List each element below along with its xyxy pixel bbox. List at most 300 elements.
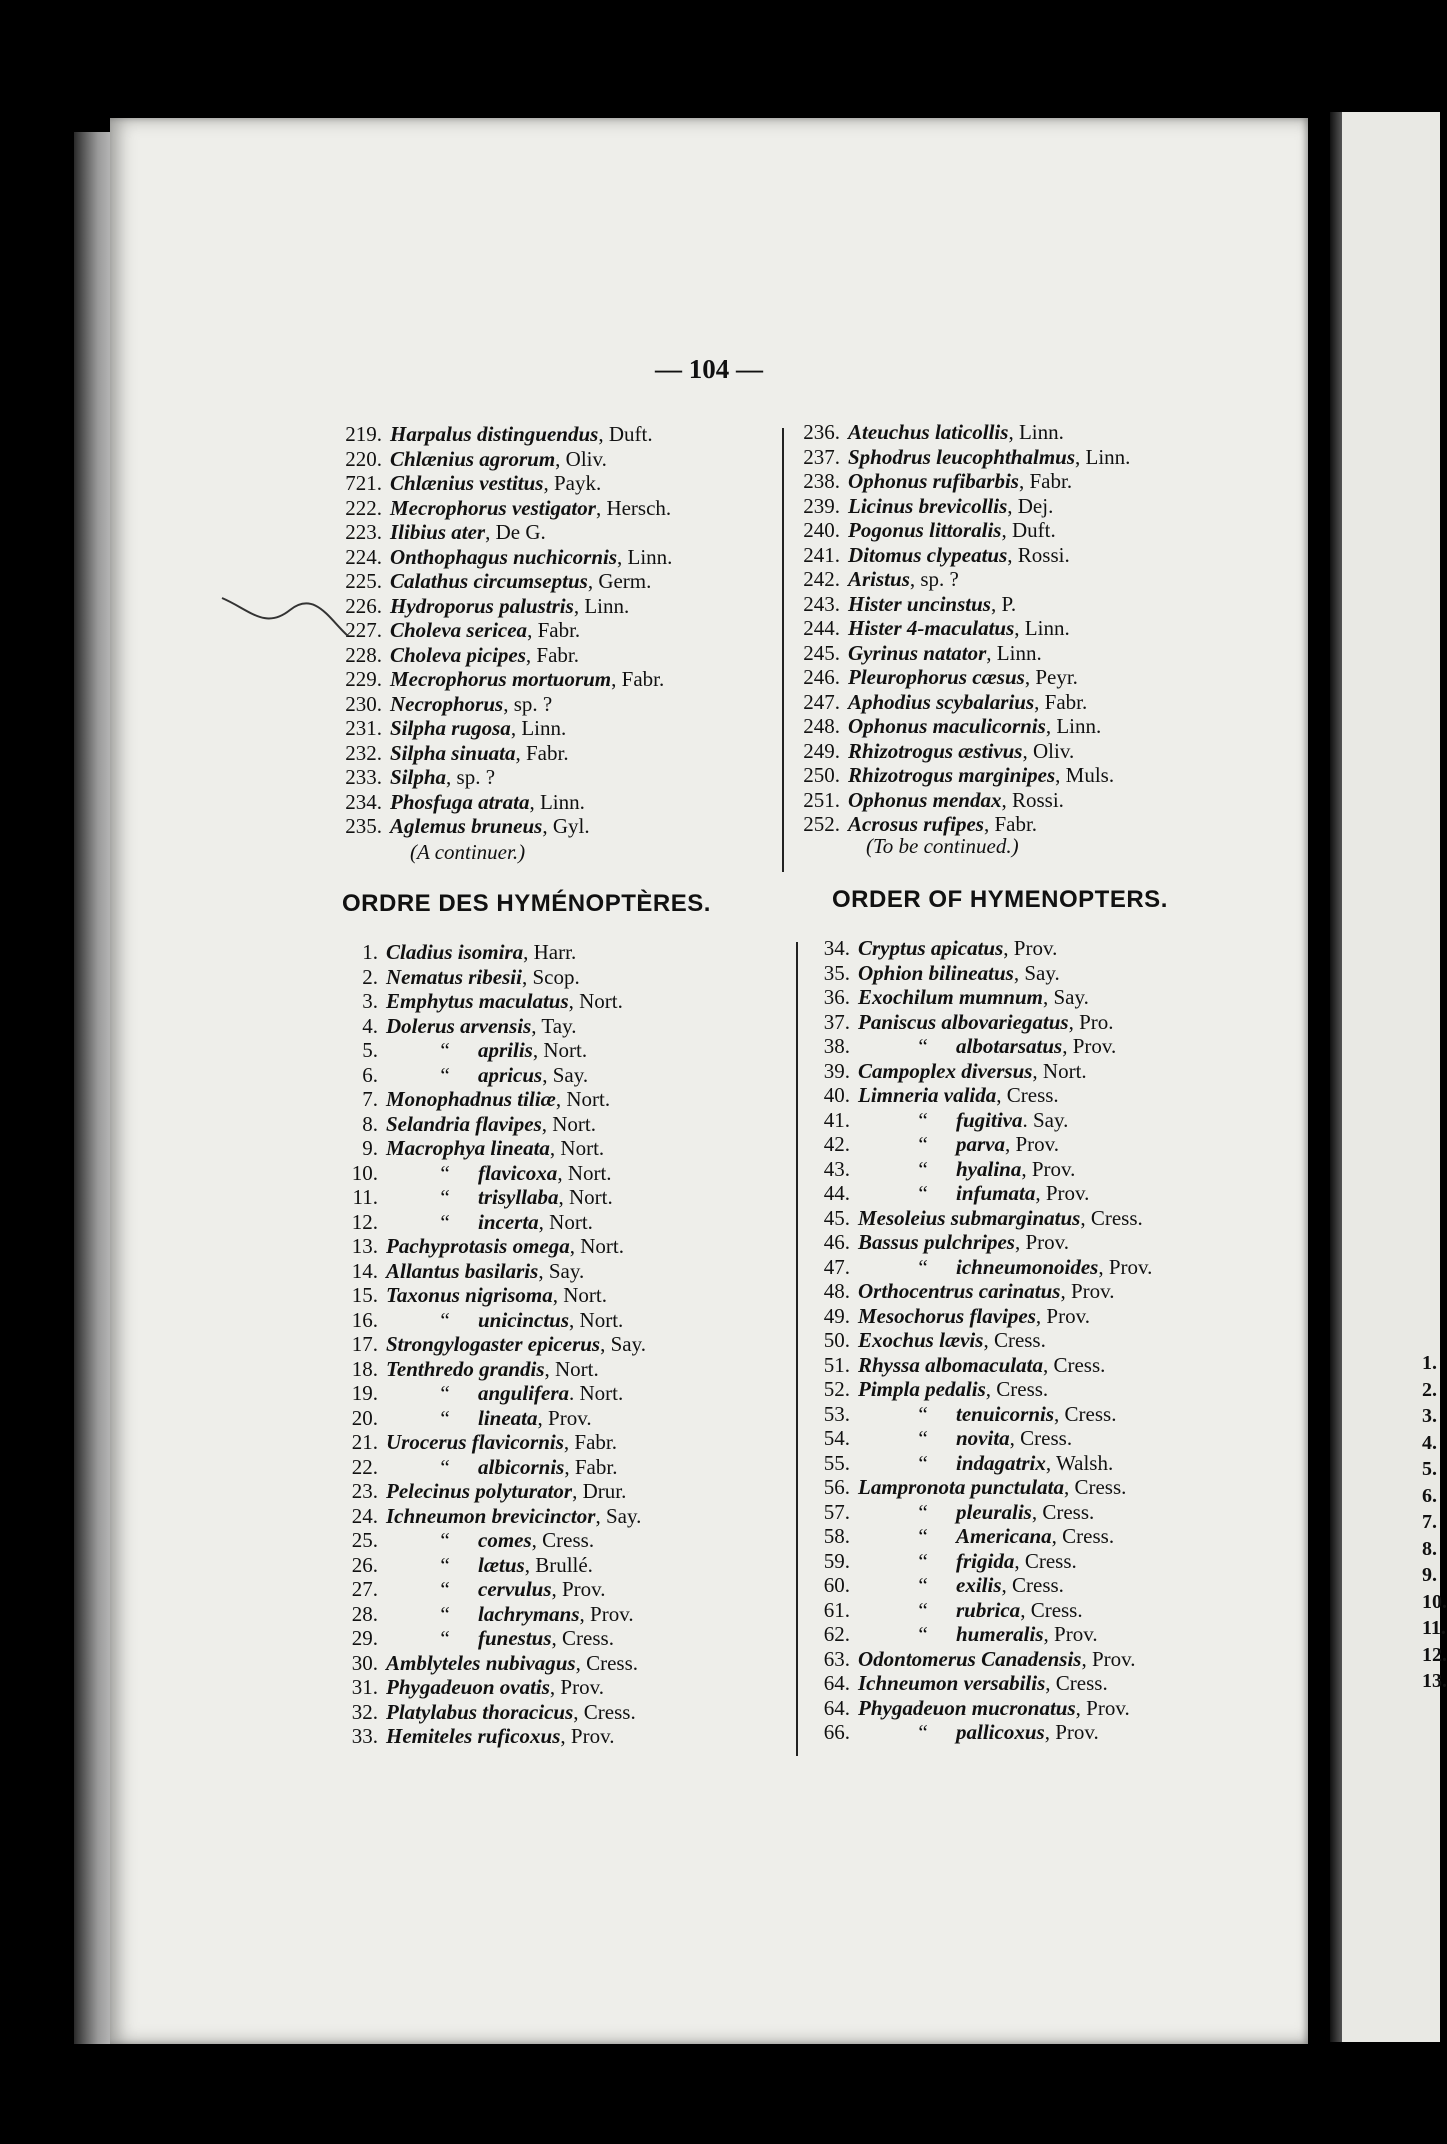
list-item bbox=[332, 1504, 646, 1529]
species-name: albotarsatus bbox=[956, 1034, 1063, 1058]
list-item bbox=[804, 936, 1152, 961]
species-name: exilis bbox=[956, 1573, 1002, 1597]
adjacent-page-number: 13. bbox=[1422, 1670, 1447, 1692]
list-item bbox=[332, 790, 672, 815]
species-name: incerta bbox=[478, 1209, 539, 1234]
species-name: Aglemus bruneus bbox=[390, 814, 543, 838]
list-item bbox=[332, 1087, 646, 1112]
list-item bbox=[804, 1377, 1152, 1402]
list-item bbox=[332, 520, 672, 545]
list-item bbox=[790, 788, 1130, 813]
species-author: , Prov. bbox=[537, 1405, 592, 1430]
species-author: , Dej. bbox=[1007, 493, 1054, 518]
entry-number: 49. bbox=[823, 1303, 850, 1328]
species-author: , Prov. bbox=[1014, 1230, 1070, 1254]
species-name: Hister uncinstus bbox=[848, 591, 991, 616]
entry-number: 9. bbox=[362, 1136, 378, 1160]
entry-number: 59. bbox=[823, 1548, 850, 1573]
ditto-mark: “ bbox=[918, 1524, 928, 1548]
species-name: infumata bbox=[956, 1181, 1036, 1205]
species-author: , Cress. bbox=[1001, 1573, 1064, 1597]
species-author: , Cress. bbox=[1042, 1352, 1106, 1377]
entry-number: 50. bbox=[823, 1328, 850, 1352]
ditto-mark: “ bbox=[918, 1034, 928, 1058]
list-item bbox=[332, 545, 672, 570]
entry-number: 44. bbox=[823, 1181, 850, 1205]
species-name: cervulus bbox=[478, 1577, 552, 1601]
species-name: frigida bbox=[956, 1548, 1015, 1573]
species-name: Silpha bbox=[390, 765, 447, 789]
list-item bbox=[332, 594, 672, 619]
entry-number: 4. bbox=[362, 1013, 378, 1038]
species-name: Ditomus clypeatus bbox=[848, 542, 1008, 567]
entry-number: 64. bbox=[823, 1695, 850, 1720]
entry-number: 239. bbox=[803, 493, 840, 518]
entry-number: 225. bbox=[345, 569, 382, 593]
entry-number: 17. bbox=[351, 1332, 378, 1356]
species-author: , Hersch. bbox=[595, 495, 672, 520]
entry-number: 33. bbox=[351, 1724, 378, 1748]
entry-number: 227. bbox=[345, 618, 382, 642]
entry-number: 247. bbox=[803, 689, 840, 714]
entry-number: 14. bbox=[351, 1258, 378, 1283]
entry-number: 249. bbox=[803, 738, 840, 763]
species-author: , Nort. bbox=[544, 1356, 599, 1381]
entry-number: 37. bbox=[823, 1009, 850, 1034]
species-author: , Prov. bbox=[1060, 1279, 1115, 1303]
list-item bbox=[332, 1553, 646, 1578]
list-item bbox=[332, 1112, 646, 1137]
species-author: , Fabr. bbox=[1034, 689, 1088, 714]
entry-number: 242. bbox=[803, 567, 840, 591]
species-author: , Nort. bbox=[568, 989, 623, 1013]
list-item bbox=[804, 1255, 1152, 1280]
species-author: , Fabr. bbox=[1018, 469, 1073, 493]
species-name: Taxonus nigrisoma bbox=[386, 1283, 553, 1307]
ditto-mark: “ bbox=[440, 1577, 450, 1601]
species-name: pallicoxus bbox=[956, 1720, 1045, 1744]
species-name: Phosfuga atrata bbox=[390, 789, 530, 814]
species-author: , Fabr. bbox=[983, 812, 1038, 836]
species-author: , Cress. bbox=[983, 1328, 1046, 1352]
entry-number: 36. bbox=[823, 985, 850, 1009]
species-author: , Say. bbox=[1013, 960, 1060, 985]
entry-number: 35. bbox=[823, 960, 850, 985]
entry-number: 231. bbox=[345, 716, 382, 740]
continued-note-fr: (A continuer.) bbox=[410, 840, 526, 864]
species-author: , Linn. bbox=[986, 640, 1042, 665]
species-name: Dolerus arvensis bbox=[386, 1013, 532, 1038]
species-name: Ichneumon versabilis bbox=[858, 1671, 1046, 1695]
list-item bbox=[790, 763, 1130, 788]
entry-number: 18. bbox=[351, 1356, 378, 1381]
ditto-mark: “ bbox=[918, 1156, 928, 1181]
ditto-mark: “ bbox=[440, 1038, 450, 1062]
list-item bbox=[804, 1010, 1152, 1035]
list-item bbox=[804, 1108, 1152, 1133]
list-item bbox=[804, 1598, 1152, 1623]
ditto-mark: “ bbox=[918, 1181, 928, 1205]
species-name: Ophonus mendax bbox=[848, 787, 1002, 812]
coleoptera-right-column bbox=[790, 420, 1130, 837]
list-item bbox=[804, 1451, 1152, 1476]
ditto-mark: “ bbox=[918, 1499, 928, 1524]
list-item bbox=[332, 1234, 646, 1259]
adjacent-page-number: 2. bbox=[1422, 1378, 1437, 1401]
list-item bbox=[804, 1353, 1152, 1378]
species-author: , Cress. bbox=[575, 1650, 639, 1675]
species-author: , Walsh. bbox=[1045, 1450, 1114, 1475]
entry-number: 21. bbox=[351, 1430, 378, 1454]
ditto-mark: “ bbox=[918, 1450, 928, 1475]
species-author: , Prov. bbox=[1044, 1720, 1099, 1744]
entry-number: 228. bbox=[345, 642, 382, 667]
species-author: , De G. bbox=[485, 520, 546, 544]
entry-number: 60. bbox=[823, 1573, 850, 1597]
adjacent-page-number: 3. bbox=[1422, 1405, 1437, 1427]
list-item bbox=[804, 1402, 1152, 1427]
adjacent-page-number: 5. bbox=[1422, 1458, 1437, 1480]
ditto-mark: “ bbox=[440, 1307, 450, 1332]
list-item bbox=[790, 518, 1130, 543]
entry-number: 245. bbox=[803, 640, 840, 665]
species-name: Necrophorus bbox=[390, 691, 504, 716]
species-name: Hemiteles ruficoxus bbox=[386, 1724, 561, 1748]
species-name: Ophonus rufibarbis bbox=[848, 469, 1019, 493]
entry-number: 3. bbox=[362, 989, 378, 1013]
species-author: , Linn. bbox=[617, 544, 673, 569]
list-item bbox=[804, 1206, 1152, 1231]
entry-number: 30. bbox=[351, 1650, 378, 1675]
species-name: Pelecinus polyturator bbox=[386, 1479, 573, 1503]
list-item bbox=[332, 1455, 646, 1480]
book-spine-shadow bbox=[74, 132, 114, 2044]
entry-number: 47. bbox=[823, 1254, 850, 1279]
list-item bbox=[332, 1161, 646, 1186]
species-name: Ichneumon brevicinctor bbox=[386, 1503, 596, 1528]
list-item bbox=[332, 741, 672, 766]
species-name: Choleva sericea bbox=[390, 618, 528, 642]
list-item bbox=[332, 1185, 646, 1210]
ditto-mark: “ bbox=[918, 1401, 928, 1426]
list-item bbox=[804, 1622, 1152, 1647]
ditto-mark: “ bbox=[918, 1622, 928, 1646]
entry-number: 45. bbox=[823, 1205, 850, 1230]
species-author: , Cress. bbox=[985, 1377, 1049, 1401]
species-author: , Scop. bbox=[521, 964, 580, 989]
species-author: , Linn. bbox=[1008, 420, 1064, 444]
list-item bbox=[332, 1626, 646, 1651]
species-author: , Cress. bbox=[1020, 1597, 1083, 1622]
species-name: aprilis bbox=[478, 1038, 533, 1062]
species-author: , Cress. bbox=[551, 1626, 614, 1650]
list-item bbox=[332, 1430, 646, 1455]
species-name: Nematus ribesii bbox=[386, 964, 522, 989]
species-name: Phygadeuon ovatis bbox=[386, 1675, 550, 1699]
species-author: , Duft. bbox=[598, 422, 653, 446]
species-author: , Peyr. bbox=[1024, 665, 1078, 689]
species-name: Tenthredo grandis bbox=[386, 1356, 545, 1381]
list-item bbox=[332, 1602, 646, 1627]
list-item bbox=[804, 1696, 1152, 1721]
species-author: , Prov. bbox=[560, 1724, 615, 1748]
entry-number: 232. bbox=[345, 740, 382, 765]
list-item bbox=[332, 569, 672, 594]
species-name: Hister 4-maculatus bbox=[848, 616, 1015, 640]
list-item bbox=[332, 765, 672, 790]
species-name: Ateuchus laticollis bbox=[848, 420, 1009, 444]
column-divider-bottom bbox=[796, 942, 798, 1756]
species-author: , Duft. bbox=[1001, 518, 1056, 542]
entry-number: 53. bbox=[823, 1401, 850, 1426]
species-name: Urocerus flavicornis bbox=[386, 1430, 564, 1454]
species-name: Hydroporus palustris bbox=[390, 593, 574, 618]
ditto-mark: “ bbox=[918, 1720, 928, 1744]
species-author: , Prov. bbox=[1021, 1156, 1076, 1181]
species-name: rubrica bbox=[956, 1597, 1021, 1622]
entry-number: 31. bbox=[351, 1675, 378, 1699]
species-author: , Prov. bbox=[1075, 1695, 1130, 1720]
list-item bbox=[332, 1700, 646, 1725]
species-name: Acrosus rufipes bbox=[848, 812, 984, 836]
ditto-mark: “ bbox=[918, 1107, 928, 1132]
species-author: , Prov. bbox=[1003, 936, 1058, 960]
list-item bbox=[804, 1720, 1152, 1745]
species-name: indagatrix bbox=[956, 1450, 1046, 1475]
entry-number: 229. bbox=[345, 667, 382, 691]
species-author: , Say. bbox=[542, 1062, 589, 1087]
species-author: , Nort. bbox=[555, 1087, 611, 1111]
entry-number: 8. bbox=[362, 1111, 378, 1136]
list-item bbox=[790, 494, 1130, 519]
list-item bbox=[804, 1328, 1152, 1353]
species-author: , Linn. bbox=[573, 593, 630, 618]
ditto-mark: “ bbox=[440, 1160, 450, 1185]
species-name: Rhizotrogus æstivus bbox=[848, 738, 1023, 763]
species-name: Ophonus maculicornis bbox=[848, 714, 1046, 738]
entry-number: 54. bbox=[823, 1426, 850, 1450]
species-author: , Nort. bbox=[1032, 1058, 1087, 1083]
species-author: , Cress. bbox=[1014, 1548, 1077, 1573]
species-author: , Harr. bbox=[523, 940, 577, 964]
species-name: Strongylogaster epicerus bbox=[386, 1332, 601, 1356]
list-item bbox=[804, 1549, 1152, 1574]
list-item bbox=[332, 618, 672, 643]
entry-number: 22. bbox=[351, 1454, 378, 1479]
list-item bbox=[790, 420, 1130, 445]
species-name: tenuicornis bbox=[956, 1401, 1055, 1426]
entry-number: 48. bbox=[823, 1279, 850, 1303]
list-item bbox=[332, 1210, 646, 1235]
entry-number: 29. bbox=[351, 1626, 378, 1650]
species-author: , Nort. bbox=[541, 1111, 596, 1136]
list-item bbox=[332, 643, 672, 668]
species-author: , Oliv. bbox=[555, 446, 607, 471]
entry-number: 28. bbox=[351, 1601, 378, 1626]
list-item bbox=[332, 692, 672, 717]
list-item bbox=[332, 965, 646, 990]
species-name: comes bbox=[478, 1528, 532, 1552]
species-author: , Linn. bbox=[1014, 616, 1070, 640]
list-item bbox=[790, 592, 1130, 617]
list-item bbox=[804, 961, 1152, 986]
species-name: Ophion bilineatus bbox=[858, 960, 1014, 985]
list-item bbox=[804, 1304, 1152, 1329]
species-name: Mesoleius submarginatus bbox=[858, 1205, 1081, 1230]
list-item bbox=[332, 1014, 646, 1039]
entry-number: 240. bbox=[803, 518, 840, 542]
species-author: , Nort. bbox=[569, 1307, 624, 1332]
list-item bbox=[790, 616, 1130, 641]
species-author: , Payk. bbox=[543, 471, 602, 495]
list-item bbox=[804, 1573, 1152, 1598]
species-name: Chlænius agrorum bbox=[390, 446, 556, 471]
species-name: Emphytus maculatus bbox=[386, 989, 569, 1013]
species-name: Pimpla pedalis bbox=[858, 1377, 986, 1401]
species-author: , Brullé. bbox=[524, 1552, 593, 1577]
adjacent-page-number: 6. bbox=[1422, 1484, 1437, 1507]
species-author: , Fabr. bbox=[564, 1454, 618, 1479]
species-author: , Gyl. bbox=[542, 814, 590, 838]
ditto-mark: “ bbox=[440, 1062, 450, 1087]
species-name: apricus bbox=[478, 1062, 543, 1087]
adjacent-page-edge bbox=[1330, 112, 1447, 2042]
ditto-mark: “ bbox=[440, 1626, 450, 1650]
list-item bbox=[332, 1063, 646, 1088]
ditto-mark: “ bbox=[440, 1528, 450, 1552]
entry-number: 38. bbox=[823, 1034, 850, 1058]
list-item bbox=[790, 714, 1130, 739]
hymenoptera-left-column bbox=[332, 940, 646, 1749]
entry-number: 251. bbox=[803, 787, 840, 812]
species-name: Limneria valida bbox=[858, 1083, 997, 1107]
species-name: lachrymans bbox=[478, 1601, 580, 1626]
species-author: , Cress. bbox=[1031, 1499, 1095, 1524]
species-name: Sphodrus leucophthalmus bbox=[848, 444, 1076, 469]
list-item bbox=[804, 1524, 1152, 1549]
entry-number: 237. bbox=[803, 444, 840, 469]
species-name: Pleurophorus cæsus bbox=[848, 665, 1025, 689]
list-item bbox=[332, 1038, 646, 1063]
ditto-mark: “ bbox=[918, 1597, 928, 1622]
list-item bbox=[804, 1230, 1152, 1255]
species-author: , Tay. bbox=[531, 1013, 577, 1038]
list-item bbox=[804, 1034, 1152, 1059]
species-author: , Cress. bbox=[1045, 1671, 1108, 1695]
list-item bbox=[790, 690, 1130, 715]
species-author: , Rossi. bbox=[1001, 787, 1064, 812]
species-author: , Fabr. bbox=[525, 642, 579, 667]
list-item bbox=[804, 1647, 1152, 1672]
entry-number: 32. bbox=[351, 1699, 378, 1724]
species-author: , Prov. bbox=[551, 1577, 606, 1601]
species-name: Chlænius vestitus bbox=[390, 471, 544, 495]
species-author: , Nort. bbox=[558, 1185, 613, 1209]
species-author: , Prov. bbox=[579, 1601, 634, 1626]
species-author: , sp. ? bbox=[909, 567, 959, 591]
species-author: , Cress. bbox=[531, 1528, 595, 1552]
list-item bbox=[332, 1675, 646, 1700]
ditto-mark: “ bbox=[918, 1548, 928, 1573]
species-name: fugitiva bbox=[956, 1107, 1023, 1132]
list-item bbox=[804, 1059, 1152, 1084]
entry-number: 10. bbox=[351, 1160, 378, 1185]
ditto-mark: “ bbox=[440, 1185, 450, 1209]
species-author: , Say. bbox=[595, 1503, 642, 1528]
ditto-mark: “ bbox=[440, 1209, 450, 1234]
species-author: , Say. bbox=[600, 1332, 646, 1356]
species-author: , Linn. bbox=[510, 716, 567, 740]
species-name: Rhyssa albomaculata bbox=[858, 1352, 1043, 1377]
species-author: , Cress. bbox=[1080, 1205, 1143, 1230]
list-item bbox=[804, 1475, 1152, 1500]
coleoptera-left-column bbox=[332, 422, 672, 839]
list-item bbox=[332, 496, 672, 521]
list-item bbox=[804, 1426, 1152, 1451]
species-name: Platylabus thoracicus bbox=[386, 1699, 574, 1724]
entry-number: 252. bbox=[803, 812, 840, 836]
column-divider-top bbox=[782, 428, 784, 872]
species-name: ichneumonoides bbox=[956, 1254, 1099, 1279]
species-name: Pachyprotasis omega bbox=[386, 1234, 570, 1258]
species-name: Silpha sinuata bbox=[390, 740, 516, 765]
entry-number: 248. bbox=[803, 714, 840, 738]
adjacent-page-number: 10. bbox=[1422, 1590, 1447, 1613]
entry-number: 27. bbox=[351, 1577, 378, 1601]
species-author: , Prov. bbox=[1035, 1181, 1090, 1205]
species-name: Cladius isomira bbox=[386, 940, 524, 964]
entry-number: 25. bbox=[351, 1528, 378, 1552]
species-name: Paniscus albovariegatus bbox=[858, 1009, 1069, 1034]
entry-number: 238. bbox=[803, 469, 840, 493]
entry-number: 5. bbox=[362, 1038, 378, 1062]
list-item bbox=[790, 469, 1130, 494]
species-author: , Rossi. bbox=[1007, 542, 1070, 567]
list-item bbox=[804, 1279, 1152, 1304]
list-item bbox=[332, 1259, 646, 1284]
species-name: Amblyteles nubivagus bbox=[386, 1650, 576, 1675]
species-author: , Nort. bbox=[569, 1234, 624, 1258]
species-author: , Fabr. bbox=[611, 667, 665, 691]
entry-number: 7. bbox=[362, 1087, 378, 1111]
entry-number: 19. bbox=[351, 1381, 378, 1405]
adjacent-page-number: 8. bbox=[1422, 1537, 1437, 1560]
species-name: Mecrophorus vestigator bbox=[390, 495, 596, 520]
list-item bbox=[790, 665, 1130, 690]
entry-number: 43. bbox=[823, 1156, 850, 1181]
species-author: , Cress. bbox=[1054, 1401, 1117, 1426]
species-author: , Linn. bbox=[1075, 444, 1131, 469]
species-author: . Nort. bbox=[569, 1381, 624, 1405]
species-author: , Muls. bbox=[1055, 763, 1115, 787]
entry-number: 219. bbox=[345, 422, 382, 446]
species-name: Phygadeuon mucronatus bbox=[858, 1695, 1076, 1720]
species-name: Aphodius scybalarius bbox=[848, 689, 1035, 714]
entry-number: 224. bbox=[345, 544, 382, 569]
list-item bbox=[804, 1132, 1152, 1157]
entry-number: 246. bbox=[803, 665, 840, 689]
entry-number: 56. bbox=[823, 1475, 850, 1499]
ditto-mark: “ bbox=[440, 1405, 450, 1430]
list-item bbox=[332, 1357, 646, 1382]
entry-number: 15. bbox=[351, 1283, 378, 1307]
species-author: , Nort. bbox=[557, 1160, 612, 1185]
entry-number: 222. bbox=[345, 495, 382, 520]
species-name: pleuralis bbox=[956, 1499, 1032, 1524]
species-name: Orthocentrus carinatus bbox=[858, 1279, 1061, 1303]
species-author: , Linn. bbox=[529, 789, 585, 814]
entry-number: 34. bbox=[823, 936, 850, 960]
